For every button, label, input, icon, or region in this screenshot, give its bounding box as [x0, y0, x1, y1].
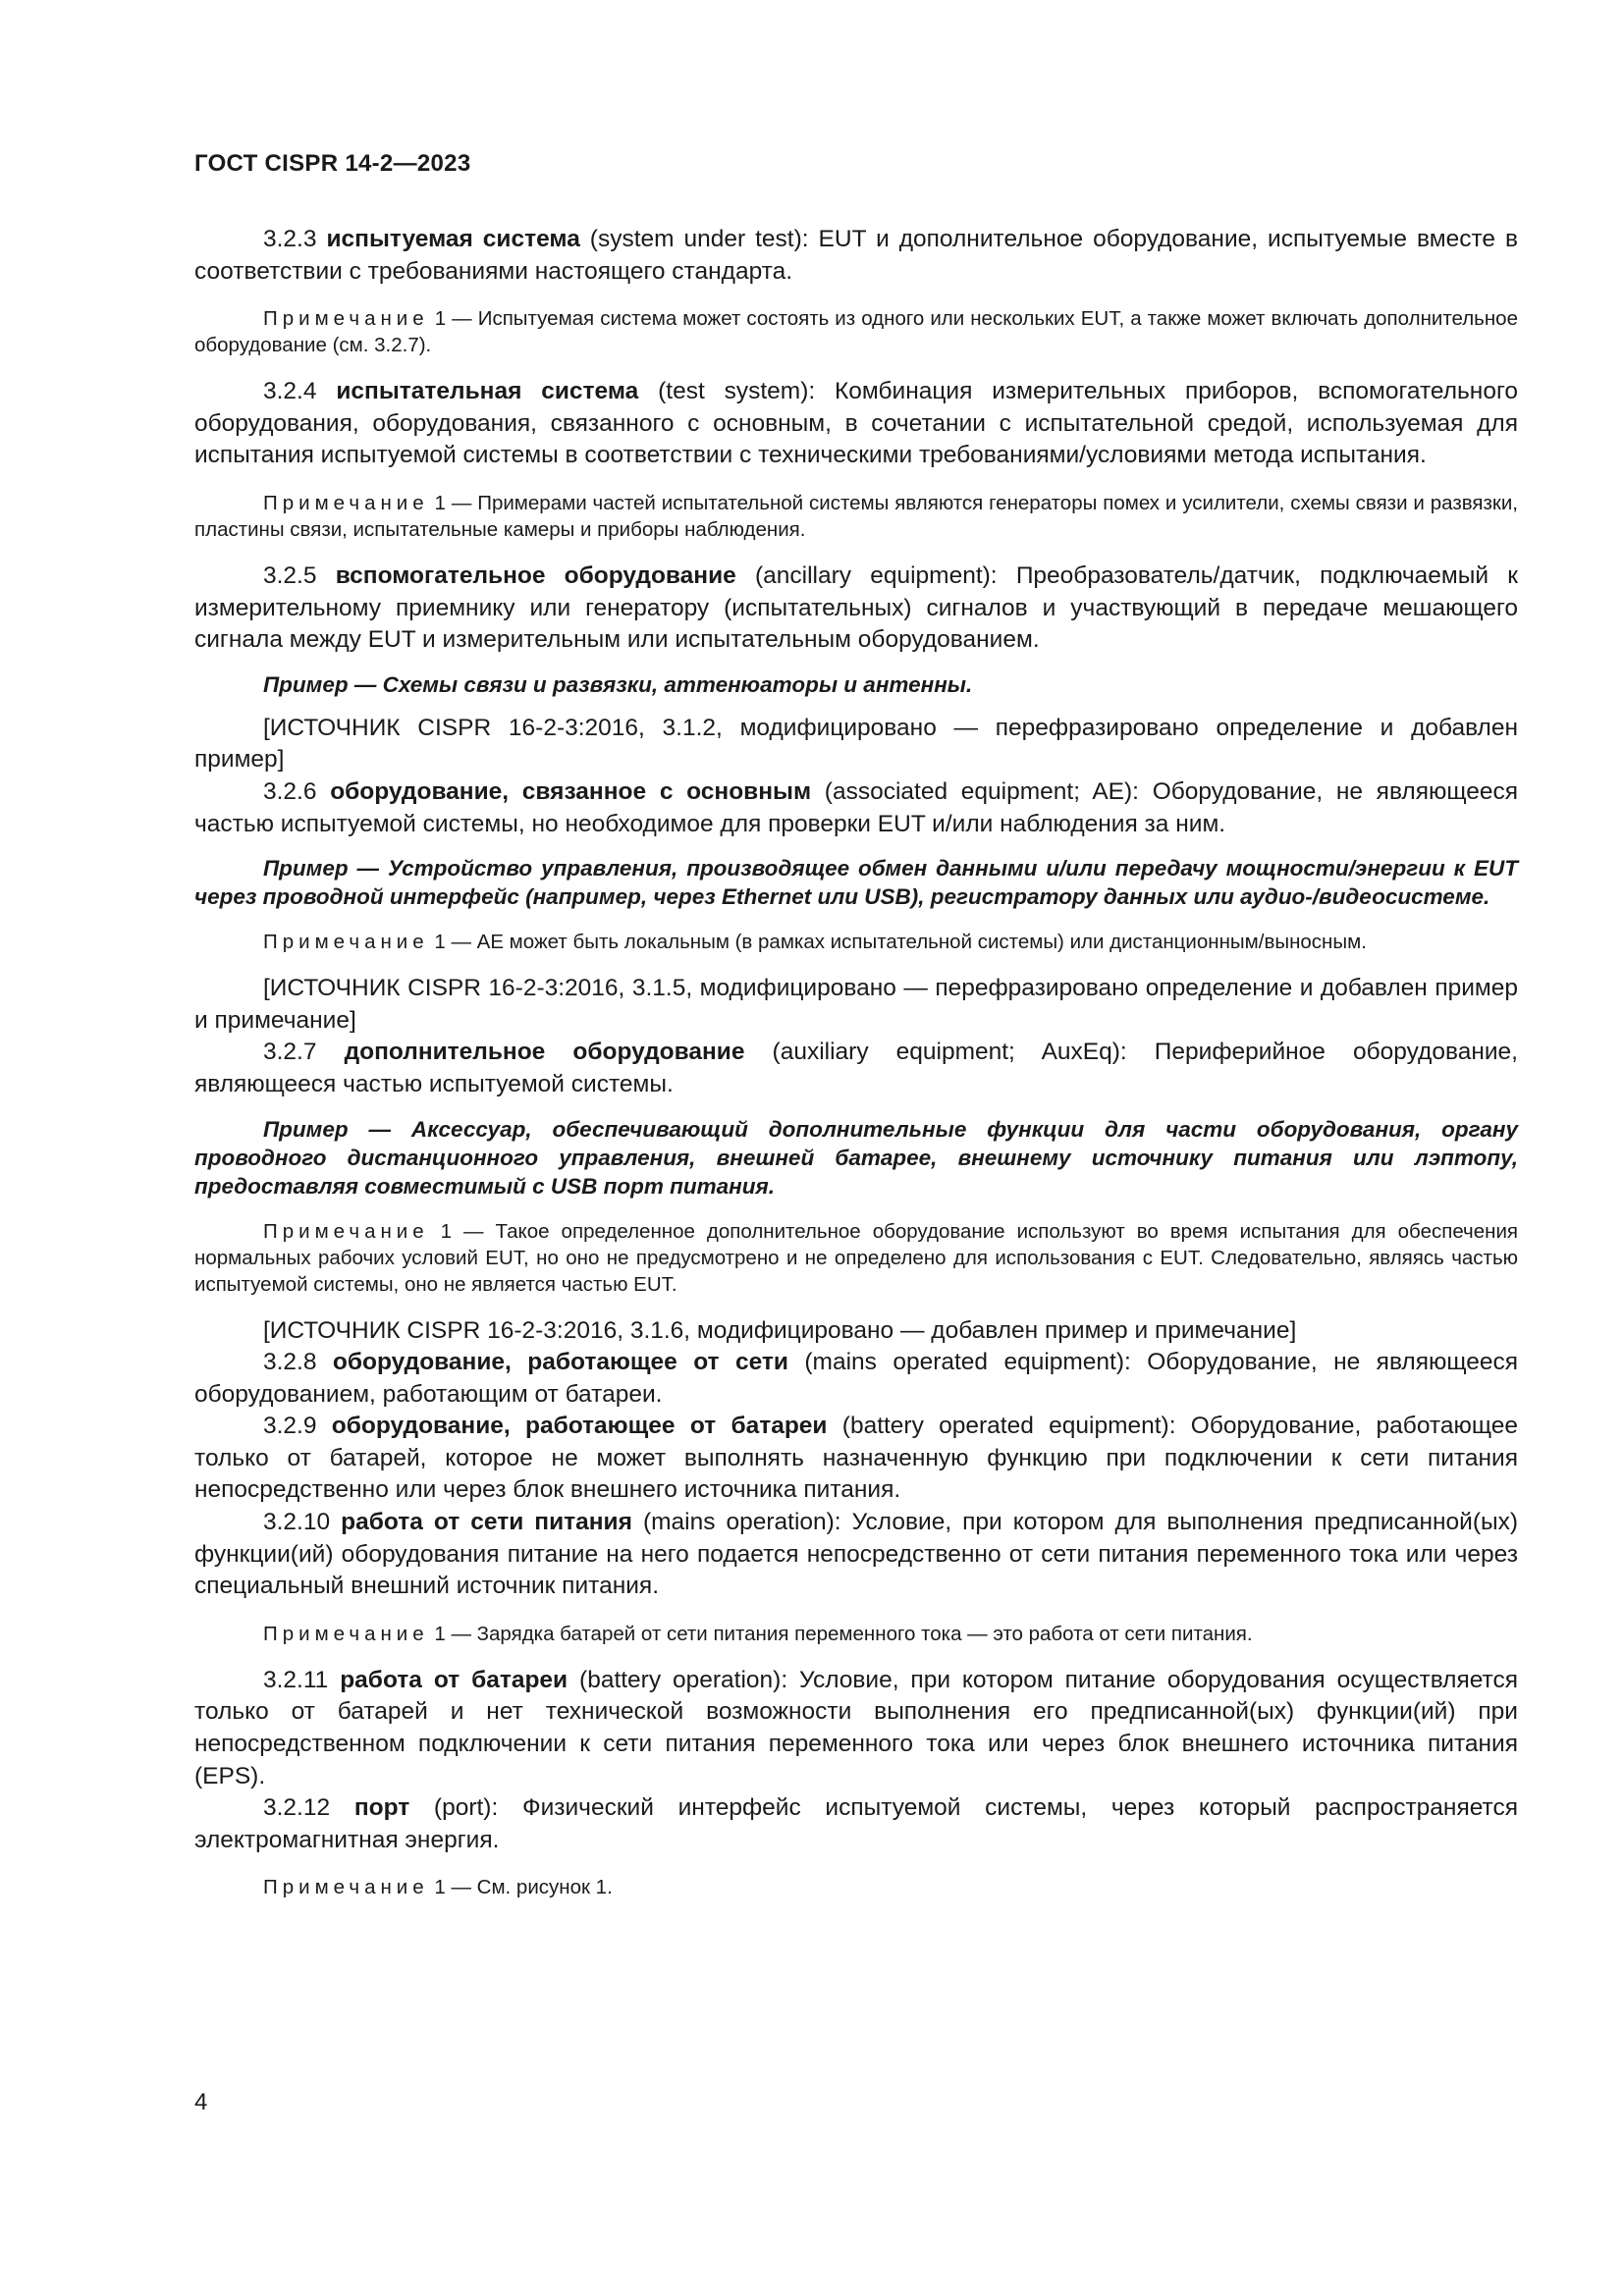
document-header: ГОСТ CISPR 14-2—2023: [194, 150, 471, 177]
definition-text: (mains operated equipment): Оборудование, не являющееся оборудованием, работающим от батареи.: [194, 1349, 1518, 1408]
definition-text: (battery operated equipment): Оборудование, работающее только от батарей, которое не может выполнять назначенную функцию при подключении к сети питания непосредственно или через блок внешнего источника питания.: [194, 1413, 1518, 1504]
term: оборудование, работающее от батареи: [331, 1413, 828, 1440]
note-label: Примечание: [263, 931, 429, 954]
note-text: 1 — Зарядка батарей от сети питания переменного тока — это работа от сети питания.: [428, 1622, 1253, 1645]
term-definition: [194, 1411, 1518, 1507]
source-reference: [ИСТОЧНИК CISPR 16-2-3:2016, 3.1.2, модифицировано — перефразировано определение и добавлен пример]: [194, 714, 1518, 774]
note: [194, 1218, 1518, 1298]
note-text: 1 — Испытуемая система может состоять из одного или нескольких EUT, а также может включать дополнительное оборудование (см. 3.2.7).: [194, 307, 1518, 357]
definition-text: (ancillary equipment): Преобразователь/датчик, подключаемый к измерительному приемнику или генератору (испытательных) сигналов и участвующий в передаче мешающего сигнала между EUT и измерительным или испытательным оборудованием.: [194, 561, 1518, 654]
term: оборудование, работающее от сети: [332, 1349, 788, 1376]
definition-text: (auxiliary equipment; AuxEq): Периферийное оборудование, являющееся частью испытуемой системы.: [194, 1039, 1518, 1097]
note-label: Примечание: [263, 491, 429, 514]
term: порт: [353, 1794, 410, 1822]
example: Пример — Аксессуар, обеспечивающий дополнительные функции для части оборудования, органу проводного дистанционного управления, внешней батарее, внешнему источнику питания или лэптопу, предоставляя совместимый с USB порт питания.: [194, 1116, 1518, 1199]
document-body: [194, 224, 1518, 1900]
definition-text: (associated equipment; AE): Оборудование, не являющееся частью испытуемой системы, но необходимое для проверки EUT и/или наблюдения за ним.: [194, 777, 1518, 837]
clause-number: 3.2.5: [263, 561, 317, 589]
clause-number: 3.2.7: [263, 1039, 317, 1066]
term: работа от сети питания: [341, 1509, 632, 1536]
term-definition: [194, 561, 1518, 657]
term-definition: [194, 1037, 1518, 1100]
term: работа от батареи: [340, 1666, 568, 1693]
definition-text: (mains operation): Условие, при котором для выполнения предписанной(ых) функции(ий) оборудования питание на него подается непосредственно от сети питания переменного тока или через специальный внешний источник питания.: [194, 1509, 1519, 1600]
note-text: 1 — См. рисунок 1.: [428, 1876, 613, 1899]
note-text: 1 — Такое определенное дополнительное оборудование используют во время испытания для обеспечения нормальных рабочих условий EUT, но оно не предусмотрено и не определено для использования с EUT. Следовательно, являясь частью испытуемой системы, оно не является частью EUT.: [194, 1219, 1518, 1296]
definition-text: (system under test): EUT и дополнительное оборудование, испытуемые вместе в соответствии с требованиями настоящего стандарта.: [194, 226, 1518, 285]
note-label: Примечание: [263, 1622, 429, 1645]
note: [194, 490, 1518, 543]
term-definition: [194, 376, 1518, 472]
note-text: 1 — AE может быть локальным (в рамках испытательной системы) или дистанционным/выносным.: [428, 931, 1367, 954]
note-text: 1 — Примерами частей испытательной системы являются генераторы помех и усилители, схемы связи и развязки, пластины связи, испытательные камеры и приборы наблюдения.: [194, 491, 1518, 541]
definition-text: (port): Физический интерфейс испытуемой системы, через который распространяется электромагнитная энергия.: [194, 1794, 1518, 1853]
term-definition: [194, 224, 1518, 288]
term-definition: [194, 1792, 1518, 1856]
note-label: Примечание: [263, 1876, 429, 1899]
example: Пример — Схемы связи и развязки, аттенюаторы и антенны.: [263, 671, 973, 697]
example: Пример — Устройство управления, производящее обмен данными и/или передачу мощности/энергии к EUT через проводной интерфейс (например, через Ethernet или USB), регистратору данных или аудио-/видеосистеме.: [194, 856, 1518, 910]
term: оборудование, связанное с основным: [330, 777, 812, 805]
note: [194, 305, 1518, 358]
clause-number: 3.2.12: [263, 1794, 331, 1822]
term: испытательная система: [336, 378, 639, 405]
clause-number: 3.2.10: [263, 1509, 331, 1536]
source-reference: [ИСТОЧНИК CISPR 16-2-3:2016, 3.1.5, модифицировано — перефразировано определение и добавлен пример и примечание]: [194, 975, 1518, 1034]
term: дополнительное оборудование: [344, 1039, 745, 1066]
clause-number: 3.2.9: [263, 1413, 317, 1440]
clause-number: 3.2.3: [263, 226, 317, 252]
note: [194, 929, 1518, 955]
source-reference: [ИСТОЧНИК CISPR 16-2-3:2016, 3.1.6, модифицировано — добавлен пример и примечание]: [263, 1316, 1297, 1344]
term-definition: [194, 1347, 1518, 1411]
clause-number: 3.2.8: [263, 1349, 317, 1376]
note-label: Примечание: [263, 1219, 429, 1243]
clause-number: 3.2.6: [263, 777, 317, 805]
clause-number: 3.2.11: [263, 1666, 329, 1693]
definition-text: (test system): Комбинация измерительных приборов, вспомогательного оборудования, оборудования, связанного с основным, в сочетании с испытательной средой, используемая для испытания испытуемой системы в соответствии с техническими требованиями/условиями метода испытания.: [194, 378, 1518, 469]
clause-number: 3.2.4: [263, 378, 317, 405]
term-definition: [194, 1507, 1518, 1603]
note-label: Примечание: [263, 307, 429, 331]
term-definition: [194, 776, 1518, 840]
note: [194, 1621, 1518, 1647]
definition-text: (battery operation): Условие, при котором питание оборудования осуществляется только от батарей и нет технической возможности выполнения его предписанной(ых) функции(ий) при непосредственном подключении к сети питания переменного тока или через блок внешнего источника питания (EPS).: [194, 1666, 1518, 1789]
note: [194, 1874, 1518, 1900]
term: вспомогательное оборудование: [335, 561, 736, 589]
page-number: 4: [194, 2089, 208, 2115]
term-definition: [194, 1665, 1518, 1792]
term: испытуемая система: [326, 226, 580, 252]
